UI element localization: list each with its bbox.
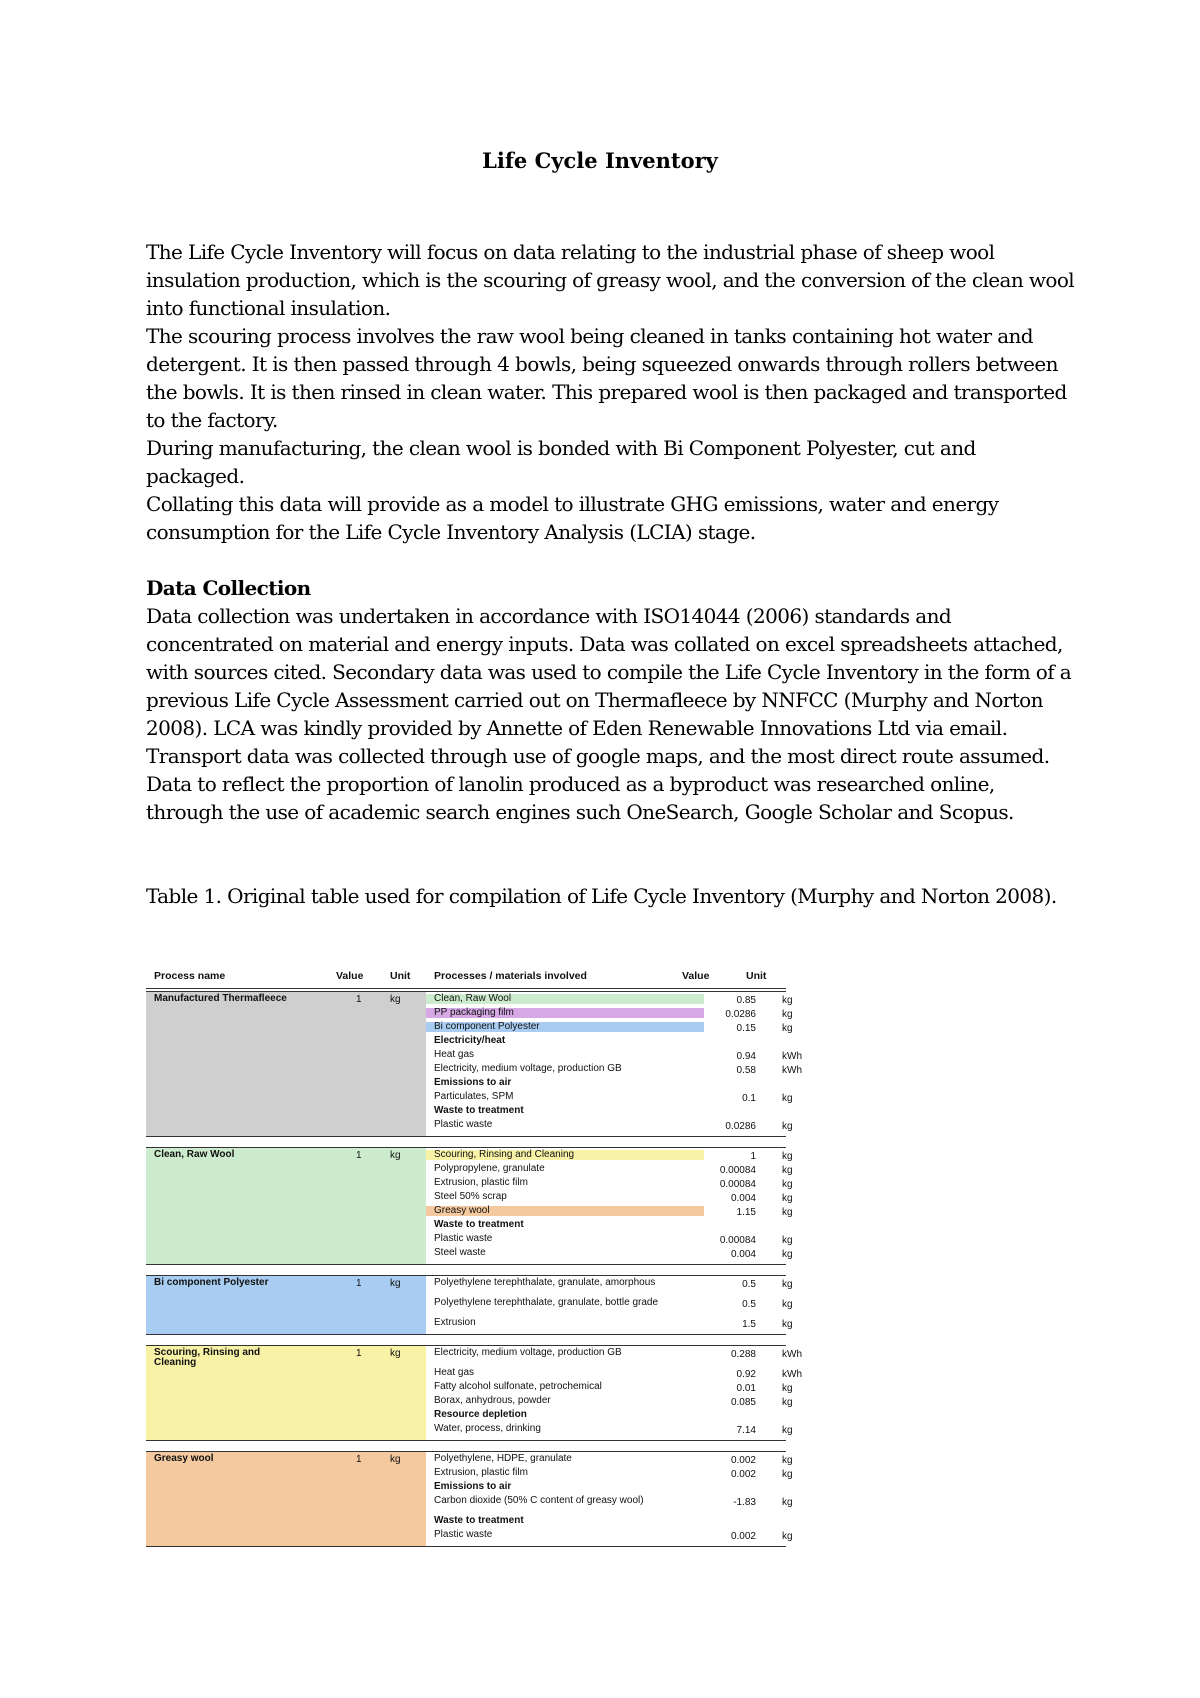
material-row bbox=[426, 1063, 802, 1078]
material-value: 1.5 bbox=[742, 1319, 756, 1330]
material-unit: kg bbox=[782, 1455, 793, 1466]
material-value: 0.002 bbox=[730, 1455, 756, 1466]
process-unit: kg bbox=[390, 1454, 401, 1465]
material-value: -1.83 bbox=[733, 1497, 756, 1508]
material-name: Water, process, drinking bbox=[434, 1423, 541, 1434]
subheading-label: Emissions to air bbox=[434, 1481, 512, 1492]
header-materials: Processes / materials involved bbox=[434, 970, 587, 982]
header-process-name: Process name bbox=[154, 970, 226, 982]
material-row bbox=[426, 1423, 793, 1438]
intro-paragraph: The Life Cycle Inventory will focus on data relating to the industrial phase of sheep wool insulation production, which is the scouring of greasy wool, and the conversion of the clean wool into functional insulation. bbox=[146, 240, 1075, 320]
material-value: 0.0286 bbox=[725, 1121, 756, 1132]
material-unit: kg bbox=[782, 1383, 793, 1394]
material-row bbox=[426, 1317, 793, 1332]
material-row bbox=[426, 1021, 793, 1036]
material-value: 0.0286 bbox=[725, 1009, 756, 1020]
process-name: Clean, Raw Wool bbox=[154, 1149, 235, 1160]
material-row bbox=[426, 1297, 793, 1318]
subheading-label: Emissions to air bbox=[434, 1077, 512, 1088]
material-name: Heat gas bbox=[434, 1049, 475, 1060]
process-name: Scouring, Rinsing and Cleaning bbox=[154, 1347, 261, 1368]
subheading-label: Waste to treatment bbox=[434, 1219, 524, 1230]
material-value: 0.5 bbox=[742, 1299, 756, 1310]
material-name: Bi component Polyester bbox=[426, 1022, 704, 1032]
section-paragraph: Data collection was undertaken in accordance with ISO14044 (2006) standards and concentrated on material and energy inputs. Data was collated on excel spreadsheets attached, with sources cited. Secondary data was used to compile the Life Cycle Inventory in the form of a previous Life Cycle Assessment carried out on Thermafleece by NNFCC (Murphy and Norton 2008). LCA was kindly provided by Annette of Eden Renewable Innovations Ltd via email. bbox=[146, 604, 1072, 740]
material-row bbox=[426, 1277, 793, 1298]
section-heading: Data Collection bbox=[146, 576, 311, 600]
material-row bbox=[426, 1233, 793, 1248]
material-value: 0.004 bbox=[730, 1249, 756, 1260]
intro-section bbox=[146, 238, 1076, 546]
table-caption bbox=[146, 882, 1076, 910]
material-unit: kWh bbox=[782, 1051, 802, 1062]
process-value: 1 bbox=[356, 1454, 362, 1465]
material-row bbox=[426, 1467, 793, 1482]
material-unit: kg bbox=[782, 1319, 793, 1330]
process-unit: kg bbox=[390, 1278, 401, 1289]
subheading-row bbox=[426, 1106, 786, 1120]
process-value: 1 bbox=[356, 994, 362, 1005]
header-material-value: Value bbox=[682, 970, 710, 982]
material-name: Plastic waste bbox=[434, 1233, 493, 1244]
material-name: Extrusion, plastic film bbox=[434, 1177, 528, 1188]
material-name: Plastic waste bbox=[434, 1119, 493, 1130]
material-unit: kg bbox=[782, 1249, 793, 1260]
material-unit: kg bbox=[782, 1193, 793, 1204]
material-row bbox=[426, 1163, 793, 1178]
material-row bbox=[426, 1395, 793, 1410]
material-unit: kg bbox=[782, 995, 793, 1006]
material-unit: kWh bbox=[782, 1065, 802, 1076]
process-name: Bi component Polyester bbox=[154, 1277, 269, 1288]
material-unit: kWh bbox=[782, 1369, 802, 1380]
material-name: Electricity, medium voltage, production GB bbox=[434, 1063, 622, 1074]
intro-paragraph: During manufacturing, the clean wool is bonded with Bi Component Polyester, cut and packaged. bbox=[146, 436, 976, 488]
material-row bbox=[426, 1247, 793, 1262]
material-row bbox=[426, 1177, 793, 1192]
material-row bbox=[426, 1381, 793, 1396]
material-value: 0.002 bbox=[730, 1531, 756, 1542]
material-unit: kg bbox=[782, 1469, 793, 1480]
material-value: 0.92 bbox=[736, 1369, 756, 1380]
process-unit: kg bbox=[390, 1150, 401, 1161]
material-unit: kg bbox=[782, 1531, 793, 1542]
material-name: Polyethylene terephthalate, granulate, bottle grade bbox=[434, 1297, 659, 1308]
material-value: 0.004 bbox=[730, 1193, 756, 1204]
subheading-label: Waste to treatment bbox=[434, 1105, 524, 1116]
material-row bbox=[426, 1191, 793, 1206]
material-value: 0.58 bbox=[736, 1065, 756, 1076]
material-unit: kg bbox=[782, 1299, 793, 1310]
material-row bbox=[426, 1367, 802, 1382]
material-name: Fatty alcohol sulfonate, petrochemical bbox=[434, 1381, 602, 1392]
lci-table-figure bbox=[146, 962, 802, 1547]
material-value: 0.00084 bbox=[719, 1165, 756, 1176]
material-unit: kWh bbox=[782, 1349, 802, 1360]
process-unit: kg bbox=[390, 1348, 401, 1359]
material-name: Extrusion, plastic film bbox=[434, 1467, 528, 1478]
process-cell bbox=[146, 1346, 426, 1440]
material-value: 7.14 bbox=[736, 1425, 756, 1436]
header-material-unit: Unit bbox=[746, 970, 767, 982]
material-value: 0.5 bbox=[742, 1279, 756, 1290]
table-header-row bbox=[146, 962, 786, 989]
section-paragraph: Transport data was collected through use of google maps, and the most direct route assumed. Data to reflect the proportion of lanolin produced as a byproduct was researched online, through the use of academic search engines such OneSearch, Google Scholar and Scopus. bbox=[146, 744, 1050, 824]
material-row bbox=[426, 1205, 793, 1220]
material-value: 0.085 bbox=[730, 1397, 756, 1408]
caption-text: Table 1. Original table used for compilation of Life Cycle Inventory (Murphy and Norton 2008). bbox=[146, 884, 1057, 908]
material-unit: kg bbox=[782, 1093, 793, 1104]
page-title: Life Cycle Inventory bbox=[482, 148, 718, 173]
subheading-label: Electricity/heat bbox=[434, 1035, 506, 1046]
material-row bbox=[426, 1149, 793, 1164]
material-value: 0.94 bbox=[736, 1051, 756, 1062]
material-unit: kg bbox=[782, 1235, 793, 1246]
material-value: 0.01 bbox=[736, 1383, 756, 1394]
subheading-row bbox=[426, 1410, 786, 1424]
material-row bbox=[426, 1091, 793, 1106]
material-value: 1.15 bbox=[736, 1207, 756, 1218]
process-cell bbox=[146, 992, 426, 1136]
material-row bbox=[426, 1529, 793, 1544]
process-group bbox=[146, 991, 802, 1137]
subheading-row bbox=[426, 1220, 786, 1234]
material-row bbox=[426, 1495, 793, 1516]
material-row bbox=[426, 1347, 802, 1368]
material-value: 0.00084 bbox=[719, 1179, 756, 1190]
material-name: Polypropylene, granulate bbox=[434, 1163, 545, 1174]
material-name: Extrusion bbox=[434, 1317, 476, 1328]
material-row bbox=[426, 1119, 793, 1134]
material-value: 0.002 bbox=[730, 1469, 756, 1480]
subheading-label: Waste to treatment bbox=[434, 1515, 524, 1526]
subheading-row bbox=[426, 1482, 786, 1496]
subheading-row bbox=[426, 1078, 786, 1092]
material-unit: kg bbox=[782, 1165, 793, 1176]
material-unit: kg bbox=[782, 1425, 793, 1436]
material-name: Steel waste bbox=[434, 1247, 486, 1258]
process-value: 1 bbox=[356, 1150, 362, 1161]
header-value: Value bbox=[336, 970, 364, 982]
data-collection-section bbox=[146, 574, 1076, 826]
process-name: Greasy wool bbox=[154, 1453, 214, 1464]
process-cell bbox=[146, 1148, 426, 1264]
material-value: 0.288 bbox=[730, 1349, 756, 1360]
table-body bbox=[146, 991, 802, 1547]
subheading-label: Resource depletion bbox=[434, 1409, 527, 1420]
material-unit: kg bbox=[782, 1279, 793, 1290]
process-group bbox=[146, 1451, 793, 1547]
material-row bbox=[426, 1049, 802, 1064]
material-value: 0.85 bbox=[736, 995, 756, 1006]
process-cell bbox=[146, 1452, 426, 1546]
material-name: Carbon dioxide (50% C content of greasy wool) bbox=[434, 1495, 644, 1506]
material-name: Steel 50% scrap bbox=[434, 1191, 507, 1202]
material-unit: kg bbox=[782, 1121, 793, 1132]
material-name: Plastic waste bbox=[434, 1529, 493, 1540]
material-unit: kg bbox=[782, 1207, 793, 1218]
material-value: 1 bbox=[750, 1151, 756, 1162]
material-row bbox=[426, 993, 793, 1008]
material-unit: kg bbox=[782, 1179, 793, 1190]
material-unit: kg bbox=[782, 1151, 793, 1162]
process-group bbox=[146, 1275, 793, 1335]
material-value: 0.1 bbox=[742, 1093, 756, 1104]
material-unit: kg bbox=[782, 1023, 793, 1034]
subheading-row bbox=[426, 1516, 786, 1530]
material-name: Clean, Raw Wool bbox=[426, 994, 704, 1004]
material-name: Scouring, Rinsing and Cleaning bbox=[426, 1150, 704, 1160]
material-row bbox=[426, 1007, 793, 1022]
process-value: 1 bbox=[356, 1348, 362, 1359]
material-row bbox=[426, 1453, 793, 1468]
material-name: Polyethylene terephthalate, granulate, amorphous bbox=[434, 1277, 656, 1288]
intro-paragraph: The scouring process involves the raw wool being cleaned in tanks containing hot water and detergent. It is then passed through 4 bowls, being squeezed onwards through rollers between the bowls. It is then rinsed in clean water. This prepared wool is then packaged and transported to the factory. bbox=[146, 324, 1067, 432]
material-value: 0.15 bbox=[736, 1023, 756, 1034]
material-unit: kg bbox=[782, 1497, 793, 1508]
header-unit: Unit bbox=[390, 970, 411, 982]
material-name: Borax, anhydrous, powder bbox=[434, 1395, 551, 1406]
material-unit: kg bbox=[782, 1397, 793, 1408]
material-name: Particulates, SPM bbox=[434, 1091, 514, 1102]
material-name: Heat gas bbox=[434, 1367, 475, 1378]
material-value: 0.00084 bbox=[719, 1235, 756, 1246]
material-name: Polyethylene, HDPE, granulate bbox=[434, 1453, 572, 1464]
subheading-row bbox=[426, 1036, 786, 1050]
process-unit: kg bbox=[390, 994, 401, 1005]
material-name: Electricity, medium voltage, production GB bbox=[434, 1347, 622, 1358]
process-group bbox=[146, 1345, 802, 1441]
process-name: Manufactured Thermafleece bbox=[154, 993, 287, 1004]
process-cell bbox=[146, 1276, 426, 1334]
material-unit: kg bbox=[782, 1009, 793, 1020]
material-name: Greasy wool bbox=[426, 1206, 704, 1216]
intro-paragraph: Collating this data will provide as a model to illustrate GHG emissions, water and energy consumption for the Life Cycle Inventory Analysis (LCIA) stage. bbox=[146, 492, 999, 544]
process-group bbox=[146, 1147, 793, 1265]
material-name: PP packaging film bbox=[426, 1008, 704, 1018]
process-value: 1 bbox=[356, 1278, 362, 1289]
